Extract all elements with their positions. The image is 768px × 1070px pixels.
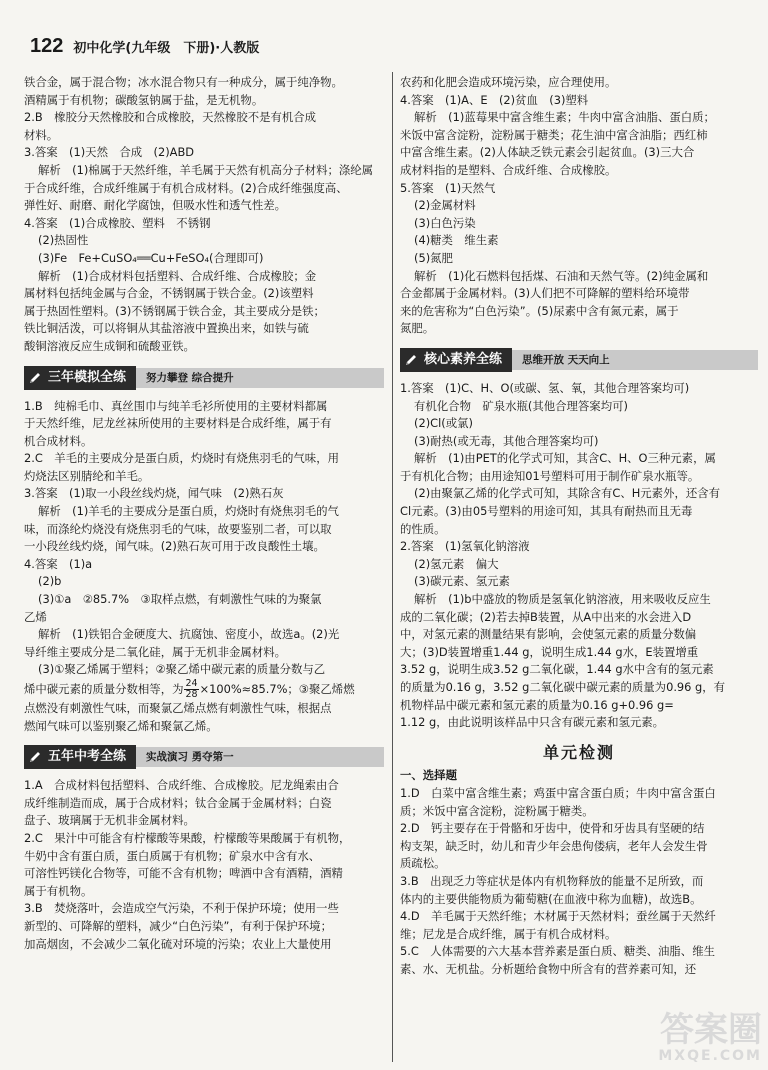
text-line: 合金都属于金属材料。(3)人们把不可降解的塑料给环境带: [400, 286, 690, 301]
text-line: 维；尼龙是合成纤维，属于有机合成材料。: [400, 926, 617, 941]
text-line: 体内的主要供能物质为葡萄糖(在血液中称为血糖)，故选B。: [400, 891, 702, 906]
text-line: 成的二氧化碳；(2)若去掉B装置，从A中出来的水会进入D: [400, 609, 692, 624]
fraction-line: 烯中碳元素的质量分数相等，为 $\frac{24}{28}$ ×100%≈85.7%；③聚乙烯燃: [24, 679, 355, 700]
text-line: 味，而涤纶灼烧没有烧焦羽毛的气味，故要鉴别二者，可以取: [24, 521, 332, 536]
text-line: 弹性好、耐磨、耐化学腐蚀，但吸水性和透气性差。: [24, 198, 286, 213]
text-line: (2)金属材料: [414, 198, 476, 213]
text-line: 属于热固性塑料。(3)不锈钢属于铁合金，其主要成分是铁；: [24, 303, 325, 318]
text-line: (3)耐热(或无毒，其他合理答案均可): [414, 433, 599, 448]
answer-block-right-bottom: [400, 785, 758, 979]
text-line: 4.D 羊毛属于天然纤维；木材属于天然材料；蚕丝属于天然纤: [400, 909, 716, 924]
text-line: (3)碳元素、氢元素: [414, 574, 510, 589]
text-line: 大；(3)D装置增重1.44 g，说明生成1.44 g水，E装置增重: [400, 644, 699, 659]
text-line: 1.B 纯棉毛巾、真丝围巾与纯羊毛衫所使用的主要材料都属: [24, 398, 328, 413]
text-line: 燃闻气味可以鉴别聚乙烯和聚氯乙烯。: [24, 718, 218, 733]
text-line: 可溶性钙镁化合物等，可能不含有机物；啤酒中含有酒精，酒精: [24, 866, 343, 881]
text-line: 乙烯: [24, 609, 47, 624]
text-line: 4.答案 (1)合成橡胶、塑料 不锈钢: [24, 215, 211, 230]
text-line: 4.答案 (1)a: [24, 556, 93, 571]
text-line: 盘子、玻璃属于无机非金属材料。: [24, 813, 195, 828]
banner-five-year-exam: [24, 745, 384, 769]
text-line: 3.52 g，说明生成3.52 g二氧化碳，1.44 g水中含有的氢元素: [400, 662, 714, 677]
text-line: 机物样品中碳元素和氢元素的质量为0.16 g+0.96 g=: [400, 697, 674, 712]
text-line: (5)氮肥: [414, 250, 453, 265]
pen-icon: [24, 745, 46, 769]
text-line: 导纤维主要成分是二氧化硅，属于无机非金属材料。: [24, 644, 286, 659]
banner-subtitle: 实战演习 勇夺第一: [136, 747, 384, 767]
text-line: 来的危害称为“白色污染”。(5)尿素中含有氮元素，属于: [400, 303, 679, 318]
banner-title: 核心素养全练: [422, 348, 512, 372]
text-line: (3)Fe Fe+CuSO₄══Cu+FeSO₄(合理即可): [38, 250, 264, 265]
watermark-logo: 答案圈 MXQE.COM: [658, 1010, 762, 1065]
text-line: 中，对氢元素的测量结果有影响，会使氢元素的质量分数偏: [400, 627, 697, 642]
text-line: 解析 (1)化石燃料包括煤、石油和天然气等。(2)纯金属和: [414, 268, 709, 283]
text-line: 成材料指的是塑料、合成纤维、合成橡胶。: [400, 162, 617, 177]
text-line: (3)白色污染: [414, 215, 476, 230]
pen-icon: [400, 348, 422, 372]
text-line: 3.答案 (1)天然 合成 (2)ABD: [24, 145, 195, 160]
text-line: 3.答案 (1)取一小段丝线灼烧，闻气味 (2)熟石灰: [24, 486, 284, 501]
text-line: 解析 (1)合成材料包括塑料、合成纤维、合成橡胶；金: [38, 268, 317, 283]
answer-block-right-top: [400, 74, 758, 338]
text-line: 素、水、无机盐。分析题给食物中所含有的营养素可知，还: [400, 961, 697, 976]
text-line: 酒精属于有机物；碳酸氢钠属于盐，是无机物。: [24, 92, 264, 107]
column-divider: [392, 72, 393, 1062]
text-line: 1.D 白菜中富含维生素；鸡蛋中富含蛋白质；牛肉中富含蛋白: [400, 785, 716, 800]
text-line: 新型的、可降解的塑料，减少“白色污染”，有利于保护环境；: [24, 918, 332, 933]
pen-icon: [24, 366, 46, 390]
text-line: 农药和化肥会造成环境污染，应合理使用。: [400, 75, 617, 89]
text-line: 灼烧法区别腈纶和羊毛。: [24, 468, 150, 483]
text-line: 1.12 g，由此说明该样品中只含有碳元素和氢元素。: [400, 715, 665, 730]
text-line: 成纤维制造而成，属于合成材料；钛合金属于金属材料；白瓷: [24, 795, 332, 810]
text-line: 1.A 合成材料包括塑料、合成纤维、合成橡胶。尼龙绳索由合: [24, 778, 339, 793]
answer-block-bottom: [24, 777, 384, 953]
text-line: 2.C 羊毛的主要成分是蛋白质，灼烧时有烧焦羽毛的气味，用: [24, 451, 339, 466]
text-line: (2)由聚氯乙烯的化学式可知，其除含有C、H元素外，还含有: [414, 486, 721, 501]
banner-title: 三年模拟全练: [46, 366, 136, 390]
answer-block-right-mid: [400, 380, 758, 732]
answer-block-mid: [24, 398, 384, 680]
answer-block-mid2: [24, 700, 384, 735]
text-line: (3)①聚乙烯属于塑料；②聚乙烯中碳元素的质量分数与乙: [38, 662, 326, 677]
text-line: 3.B 焚烧落叶，会造成空气污染，不利于保护环境；使用一些: [24, 901, 339, 916]
text-line: 的质量为0.16 g，3.52 g二氧化碳中碳元素的质量为0.96 g，有: [400, 680, 726, 694]
text-line: 4.答案 (1)A、E (2)贫血 (3)塑料: [400, 92, 589, 107]
text-line: 质；米饭中富含淀粉，淀粉属于糖类。: [400, 803, 594, 818]
text-line: 解析 (1)棉属于天然纤维，羊毛属于天然有机高分子材料；涤纶属: [38, 162, 374, 177]
text-line: (3)①a ②85.7% ③取样点燃，有刺激性气味的为聚氯: [38, 592, 322, 607]
banner-three-year-practice: [24, 366, 384, 390]
text-line: 2.D 钙主要存在于骨骼和牙齿中，使骨和牙齿具有坚硬的结: [400, 821, 705, 836]
text-line: 铁合金，属于混合物；冰水混合物只有一种成分，属于纯净物。: [24, 75, 343, 89]
text-line: 质疏松。: [400, 856, 446, 871]
text-line: (2)热固性: [38, 233, 89, 248]
section-heading: 一、选择题: [400, 768, 457, 783]
text-line: Cl元素。(3)由05号塑料的用途可知，其具有耐热而且无毒: [400, 504, 693, 519]
right-column: [400, 74, 758, 979]
text-line: 机合成材料。: [24, 433, 93, 448]
page-title: 初中化学(九年级 下册)·人教版: [73, 41, 260, 56]
left-column: [24, 74, 384, 953]
text-line: 属于有机物。: [24, 883, 93, 898]
text-line: 1.答案 (1)C、H、O(或碳、氢、氧，其他合理答案均可): [400, 380, 690, 395]
text-line: 于有机化合物；由用途知01号塑料可用于制作矿泉水瓶等。: [400, 468, 700, 483]
text-line: 2.答案 (1)氢氧化钠溶液: [400, 539, 530, 554]
text-line: 加高烟囱，不会减少二氧化硫对环境的污染；农业上大量使用: [24, 936, 332, 951]
text-line: 氮肥。: [400, 321, 435, 336]
text-line: 解析 (1)蓝莓果中富含维生素；牛肉中富含油脂、蛋白质；: [414, 110, 715, 125]
text-line: 解析 (1)b中盛放的物质是氢氧化钠溶液，用来吸收反应生: [414, 592, 711, 607]
fraction: $\frac{24}{28}$: [185, 679, 198, 700]
text-line: 解析 (1)铁铝合金硬度大、抗腐蚀、密度小，故选a。(2)光: [38, 627, 340, 642]
banner-core-literacy: [400, 348, 758, 372]
text-line: 5.C 人体需要的六大基本营养素是蛋白质、糖类、油脂、维生: [400, 944, 715, 959]
text-line: (2)Cl(或氯): [414, 416, 473, 431]
text-line: 中富含维生素。(2)人体缺乏铁元素会引起贫血。(3)三大合: [400, 145, 695, 160]
text-line: 2.B 橡胶分天然橡胶和合成橡胶，天然橡胶不是有机合成: [24, 110, 317, 125]
unit-test-title: 单元检测: [542, 742, 615, 762]
text-line: 构支架，缺乏时，幼儿和青少年会患佝偻病，老年人会发生骨: [400, 838, 708, 853]
text-line: 解析 (1)由PET的化学式可知，其含C、H、O三种元素，属: [414, 451, 716, 466]
answer-block-top: [24, 74, 384, 356]
text-line: (2)b: [38, 574, 62, 589]
text-line: 材料。: [24, 127, 59, 142]
text-line: 点燃没有刺激性气味，而聚氯乙烯点燃有刺激性气味，根据点: [24, 701, 332, 715]
text-line: 解析 (1)羊毛的主要成分是蛋白质，灼烧时有烧焦羽毛的气: [38, 504, 339, 519]
text-line: 有机化合物 矿泉水瓶(其他合理答案均可): [414, 398, 628, 413]
text-line: 酸铜溶液反应生成铜和硫酸亚铁。: [24, 338, 195, 353]
banner-title: 五年中考全练: [46, 745, 136, 769]
banner-subtitle: 思维开放 天天向上: [512, 350, 758, 370]
page-number: 122: [30, 35, 64, 57]
text-line: 属材料包括纯金属与合金，不锈钢属于铁合金。(2)该塑料: [24, 286, 314, 301]
text-line: 米饭中富含淀粉，淀粉属于糖类；花生油中富含油脂；西红柿: [400, 127, 708, 142]
text-line: 铁比铜活泼，可以将铜从其盐溶液中置换出来，如铁与硫: [24, 321, 309, 336]
text-line: 于天然纤维，尼龙丝袜所使用的主要材料是合成纤维，属于有: [24, 416, 332, 431]
text-line: (2)氢元素 偏大: [414, 556, 499, 571]
text-line: 一小段丝线灼烧，闻气味。(2)熟石灰可用于改良酸性土壤。: [24, 539, 325, 554]
text-line: 5.答案 (1)天然气: [400, 180, 496, 195]
text-line: 3.B 出现乏力等症状是体内有机物释放的能量不足所致，而: [400, 873, 704, 888]
text-line: 的性质。: [400, 521, 446, 536]
text-line: 于合成纤维，合成纤维属于有机合成材料。(2)合成纤维强度高、: [24, 180, 348, 195]
text-line: 2.C 果汁中可能含有柠檬酸等果酸，柠檬酸等果酸属于有机物，: [24, 830, 351, 845]
text-line: (4)糖类 维生素: [414, 233, 499, 248]
banner-subtitle: 努力攀登 综合提升: [136, 368, 384, 388]
text-line: 牛奶中含有蛋白质，蛋白质属于有机物；矿泉水中含有水、: [24, 848, 321, 863]
page-header: [30, 35, 410, 64]
